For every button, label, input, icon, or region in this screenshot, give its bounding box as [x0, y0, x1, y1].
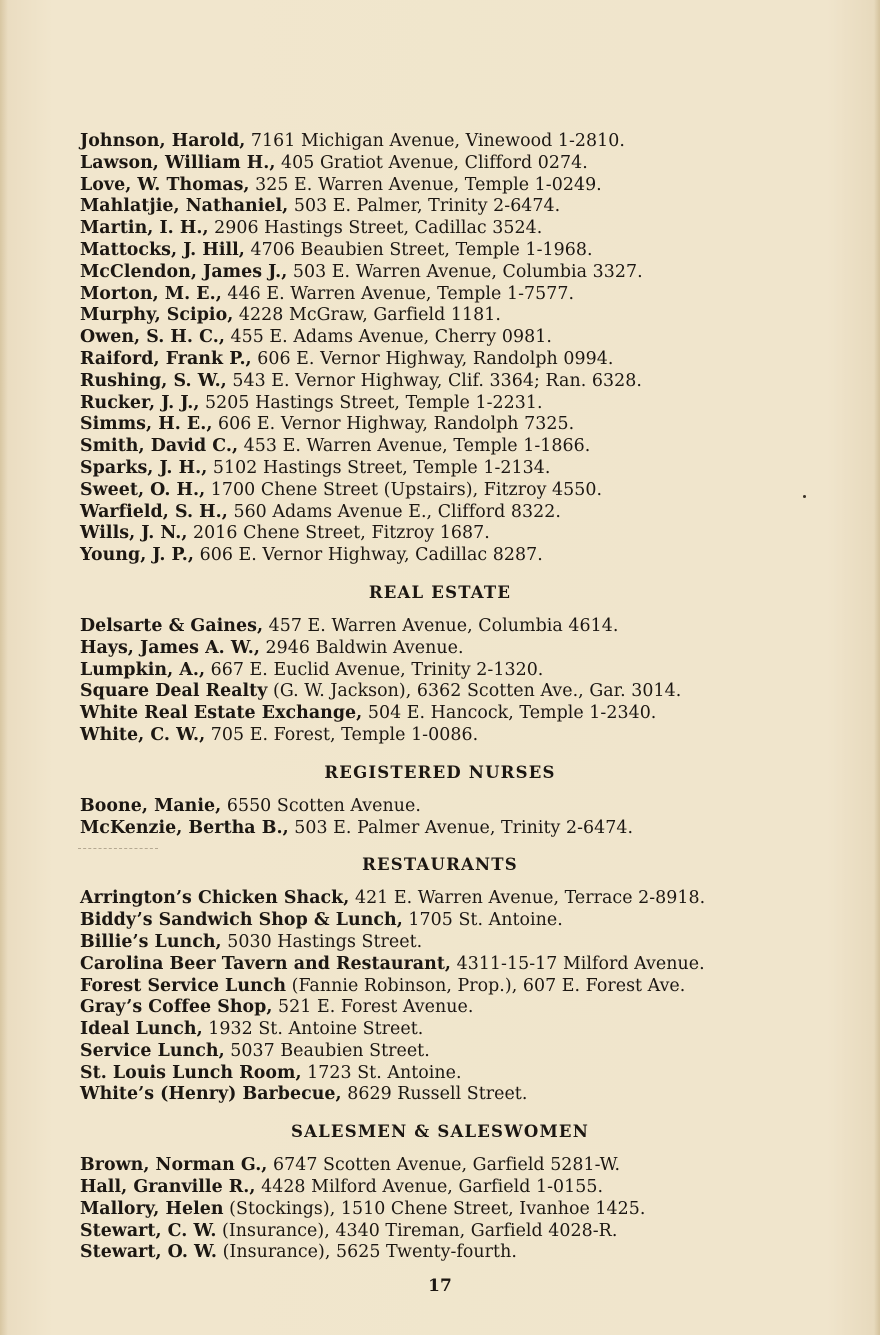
- ink-speck: [803, 495, 806, 498]
- entry-details: 1705 St. Antoine.: [402, 910, 563, 931]
- entry-details: 4311-15-17 Milford Avenue.: [451, 953, 705, 974]
- entry-name: Rucker, J. J.,: [80, 392, 200, 413]
- entry-name: Lumpkin, A.,: [80, 659, 206, 680]
- entry-name: Martin, I. H.,: [80, 218, 209, 239]
- entry-details: 606 E. Vernor Highway, Cadillac 8287.: [194, 545, 543, 566]
- entry-name: Young, J. P.,: [80, 545, 195, 566]
- entry-name: Mahlatjie, Nathaniel,: [80, 196, 289, 217]
- entry-details: 606 E. Vernor Highway, Randolph 0994.: [251, 348, 614, 369]
- entry-name: Love, W. Thomas,: [80, 174, 250, 195]
- entry-name: Arrington’s Chicken Shack,: [80, 888, 350, 909]
- entry-details: 504 E. Hancock, Temple 1-2340.: [362, 703, 657, 724]
- directory-entry: [80, 1084, 800, 1106]
- directory-section: [80, 131, 800, 567]
- entry-name: Johnson, Harold,: [80, 131, 246, 151]
- entry-details: 455 E. Adams Avenue, Cherry 0981.: [224, 327, 552, 348]
- directory-entry: [80, 305, 800, 327]
- entry-details: (Stockings), 1510 Chene Street, Ivanhoe 1425.: [223, 1198, 646, 1219]
- directory-entry: [80, 1019, 800, 1041]
- entry-details: 405 Gratiot Avenue, Clifford 0274.: [275, 152, 588, 173]
- entry-details: 6550 Scotten Avenue.: [221, 795, 421, 816]
- directory-entry: [80, 1199, 800, 1221]
- directory-entry: [80, 818, 800, 840]
- entry-name: Forest Service Lunch: [80, 975, 287, 996]
- directory-entry: [80, 458, 800, 480]
- entry-details: 4706 Beaubien Street, Temple 1-1968.: [244, 239, 593, 260]
- directory-listing: [80, 131, 800, 1264]
- section-spacer: [80, 839, 800, 852]
- directory-entry: [80, 796, 800, 818]
- section-spacer: [80, 1106, 800, 1119]
- entry-details: 560 Adams Avenue E., Clifford 8322.: [227, 501, 561, 522]
- directory-entry: [80, 523, 800, 545]
- entry-details: (Insurance), 5625 Twenty-fourth.: [217, 1242, 517, 1263]
- entry-name: Smith, David C.,: [80, 436, 239, 457]
- entry-details: 5037 Beaubien Street.: [224, 1040, 430, 1061]
- entry-name: Sparks, J. H.,: [80, 457, 208, 478]
- entry-name: Billie’s Lunch,: [80, 931, 222, 952]
- directory-entry: [80, 545, 800, 567]
- entry-name: Warfield, S. H.,: [80, 501, 228, 522]
- section-spacer: [80, 1144, 800, 1155]
- entry-name: Rushing, S. W.,: [80, 370, 227, 391]
- directory-entry: [80, 997, 800, 1019]
- entry-details: 4228 McGraw, Garfield 1181.: [233, 305, 501, 326]
- entry-name: Hall, Granville R.,: [80, 1177, 256, 1198]
- directory-entry: [80, 1221, 800, 1243]
- directory-entry: [80, 616, 800, 638]
- section-spacer: [80, 877, 800, 888]
- section-heading: RESTAURANTS: [362, 855, 518, 875]
- entry-details: 5030 Hastings Street.: [221, 931, 423, 952]
- entry-details: 667 E. Euclid Avenue, Trinity 2-1320.: [205, 659, 544, 680]
- directory-entry: [80, 349, 800, 371]
- entry-name: Carolina Beer Tavern and Restaurant,: [80, 953, 452, 974]
- directory-entry: [80, 703, 800, 725]
- directory-entry: [80, 976, 800, 998]
- directory-section: [80, 1106, 800, 1264]
- directory-entry: [80, 240, 800, 262]
- entry-name: Boone, Manie,: [80, 795, 222, 816]
- directory-entry: [80, 1041, 800, 1063]
- directory-entry: [80, 681, 800, 703]
- entry-details: 457 E. Warren Avenue, Columbia 4614.: [263, 615, 619, 636]
- entry-details: (Fannie Robinson, Prop.), 607 E. Forest Ave.: [286, 975, 686, 996]
- directory-entry: [80, 284, 800, 306]
- directory-entry: [80, 480, 800, 502]
- directory-entry: [80, 414, 800, 436]
- entry-details: 4428 Milford Avenue, Garfield 1-0155.: [255, 1177, 604, 1198]
- entry-details: 606 E. Vernor Highway, Randolph 7325.: [212, 414, 575, 435]
- entry-name: St. Louis Lunch Room,: [80, 1062, 302, 1083]
- entry-details: (Insurance), 4340 Tireman, Garfield 4028-R.: [216, 1220, 618, 1241]
- entry-details: 503 E. Palmer Avenue, Trinity 2-6474.: [288, 817, 634, 838]
- entry-name: Biddy’s Sandwich Shop & Lunch,: [80, 910, 403, 931]
- directory-entry: [80, 262, 800, 284]
- entry-name: White Real Estate Exchange,: [80, 703, 363, 724]
- entry-details: 5205 Hastings Street, Temple 1-2231.: [199, 392, 543, 413]
- entry-name: Lawson, William H.,: [80, 152, 276, 173]
- entry-details: 8629 Russell Street.: [341, 1084, 528, 1105]
- directory-entry: [80, 1063, 800, 1085]
- section-spacer: [80, 567, 800, 580]
- entry-details: 6747 Scotten Avenue, Garfield 5281-W.: [267, 1155, 621, 1176]
- directory-entry: [80, 393, 800, 415]
- directory-entry: [80, 638, 800, 660]
- directory-entry: [80, 932, 800, 954]
- entry-name: White, C. W.,: [80, 724, 206, 745]
- entry-name: Murphy, Scipio,: [80, 305, 234, 326]
- entry-details: 7161 Michigan Avenue, Vinewood 1-2810.: [245, 131, 625, 151]
- entry-details: 5102 Hastings Street, Temple 1-2134.: [207, 457, 551, 478]
- directory-entry: [80, 153, 800, 175]
- entry-name: White’s (Henry) Barbecue,: [80, 1084, 342, 1105]
- entry-details: 453 E. Warren Avenue, Temple 1-1866.: [238, 436, 591, 457]
- directory-entry: [80, 436, 800, 458]
- entry-details: 503 E. Palmer, Trinity 2-6474.: [288, 196, 561, 217]
- directory-section: [80, 747, 800, 840]
- section-spacer: [80, 785, 800, 796]
- entry-name: Sweet, O. H.,: [80, 479, 206, 500]
- entry-name: Mallory, Helen: [80, 1198, 224, 1219]
- entry-name: Morton, M. E.,: [80, 283, 222, 304]
- entry-name: Square Deal Realty: [80, 681, 268, 702]
- entry-details: 1700 Chene Street (Upstairs), Fitzroy 4550.: [205, 479, 603, 500]
- entry-name: Mattocks, J. Hill,: [80, 239, 245, 260]
- directory-section: [80, 567, 800, 747]
- entry-name: Hays, James A. W.,: [80, 637, 260, 658]
- directory-entry: [80, 175, 800, 197]
- entry-name: Raiford, Frank P.,: [80, 348, 252, 369]
- directory-entry: [80, 888, 800, 910]
- entry-name: Owen, S. H. C.,: [80, 327, 225, 348]
- directory-entry: [80, 502, 800, 524]
- entry-name: Gray’s Coffee Shop,: [80, 997, 273, 1018]
- entry-details: 446 E. Warren Avenue, Temple 1-7577.: [221, 283, 575, 304]
- entry-details: (G. W. Jackson), 6362 Scotten Ave., Gar. 3014.: [267, 681, 682, 702]
- directory-section: [80, 839, 800, 1106]
- entry-details: 1932 St. Antoine Street.: [202, 1019, 424, 1040]
- entry-details: 2906 Hastings Street, Cadillac 3524.: [208, 218, 543, 239]
- directory-entry: [80, 131, 800, 153]
- section-heading: REGISTERED NURSES: [324, 762, 556, 782]
- directory-entry: [80, 725, 800, 747]
- section-heading: SALESMEN & SALESWOMEN: [291, 1122, 589, 1142]
- entry-name: McClendon, James J.,: [80, 261, 288, 282]
- directory-entry: [80, 1177, 800, 1199]
- directory-entry: [80, 910, 800, 932]
- section-heading: REAL ESTATE: [368, 582, 512, 602]
- entry-details: 705 E. Forest, Temple 1-0086.: [205, 724, 479, 745]
- entry-details: 521 E. Forest Avenue.: [272, 997, 474, 1018]
- entry-details: 2016 Chene Street, Fitzroy 1687.: [187, 523, 490, 544]
- directory-entry: [80, 1242, 800, 1264]
- entry-name: Stewart, O. W.: [80, 1242, 218, 1263]
- entry-details: 421 E. Warren Avenue, Terrace 2-8918.: [349, 888, 706, 909]
- section-spacer: [80, 605, 800, 616]
- directory-entry: [80, 954, 800, 976]
- entry-name: Ideal Lunch,: [80, 1019, 203, 1040]
- entry-details: 325 E. Warren Avenue, Temple 1-0249.: [249, 174, 602, 195]
- entry-details: 1723 St. Antoine.: [301, 1062, 462, 1083]
- entry-details: 2946 Baldwin Avenue.: [259, 637, 464, 658]
- directory-entry: [80, 371, 800, 393]
- entry-name: McKenzie, Bertha B.,: [80, 817, 289, 838]
- section-spacer: [80, 747, 800, 760]
- directory-entry: [80, 218, 800, 240]
- directory-entry: [80, 196, 800, 218]
- page-number: 17: [428, 1276, 452, 1296]
- entry-details: 543 E. Vernor Highway, Clif. 3364; Ran. 6328.: [226, 370, 642, 391]
- entry-name: Wills, J. N.,: [80, 523, 188, 544]
- entry-name: Brown, Norman G.,: [80, 1155, 268, 1176]
- directory-entry: [80, 327, 800, 349]
- entry-name: Simms, H. E.,: [80, 414, 213, 435]
- entry-name: Service Lunch,: [80, 1040, 225, 1061]
- entry-name: Stewart, C. W.: [80, 1220, 217, 1241]
- directory-entry: [80, 660, 800, 682]
- entry-name: Delsarte & Gaines,: [80, 615, 264, 636]
- entry-details: 503 E. Warren Avenue, Columbia 3327.: [287, 261, 643, 282]
- directory-entry: [80, 1155, 800, 1177]
